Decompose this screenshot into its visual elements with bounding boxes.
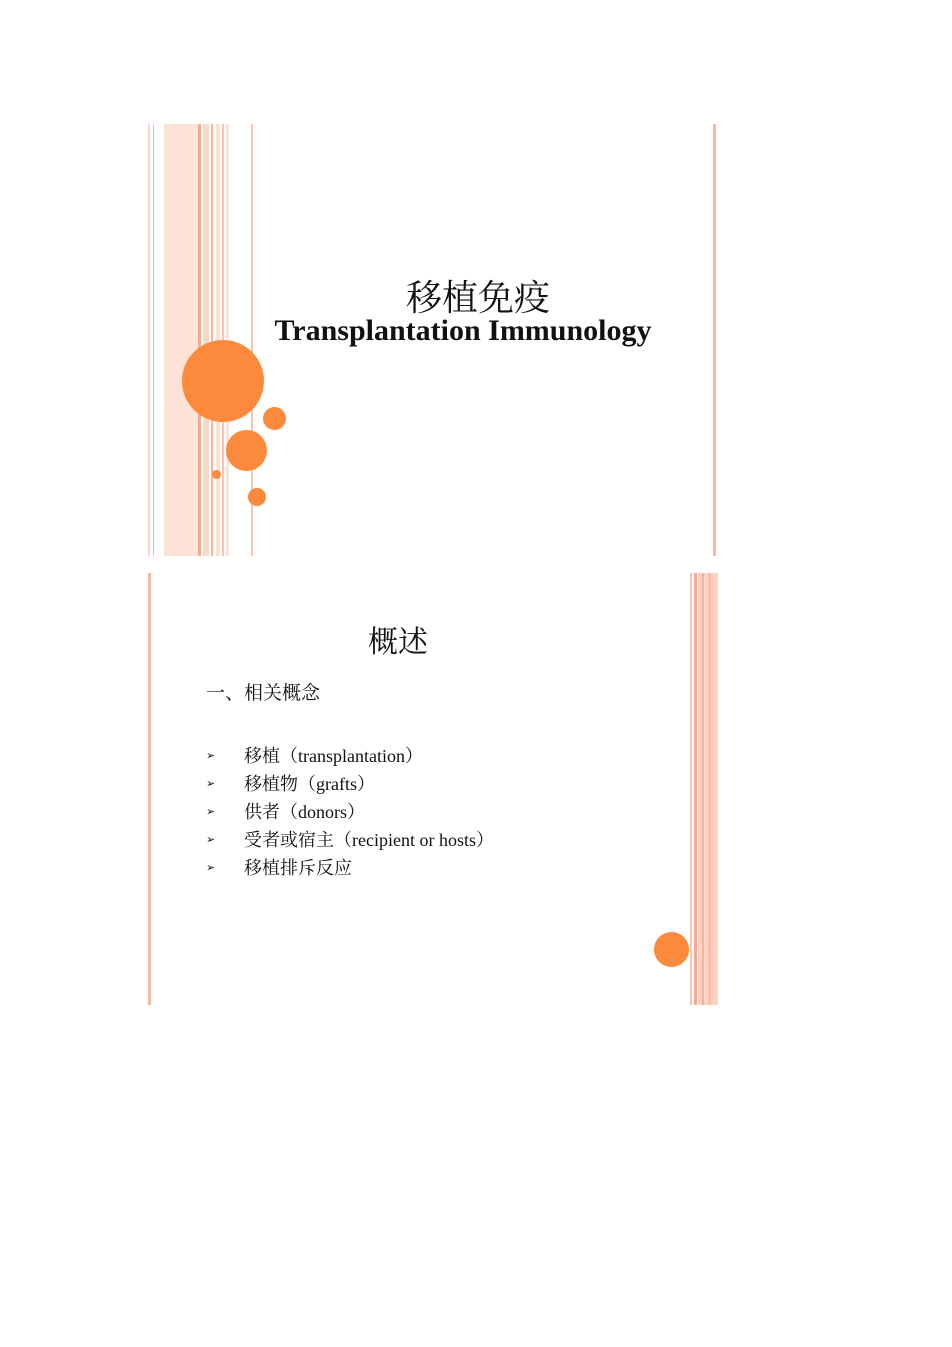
list-item (206, 825, 494, 853)
section-heading: 一、相关概念 (206, 682, 321, 704)
circle-decoration (263, 407, 286, 430)
arrowhead-icon: ➢ (206, 749, 216, 762)
circle-decoration (248, 488, 266, 506)
arrowhead-icon: ➢ (206, 861, 216, 874)
list-item-text: 移植（transplantation） (244, 746, 423, 766)
stripe-decoration (148, 124, 150, 556)
slide-title-english: Transplantation Immunology (274, 314, 652, 347)
arrowhead-icon: ➢ (206, 833, 216, 846)
list-item (206, 769, 494, 797)
list-item (206, 741, 494, 769)
stripe-decoration (211, 124, 213, 556)
stripe-decoration (148, 573, 151, 1005)
concept-list (206, 741, 494, 881)
circle-decoration (212, 470, 221, 479)
circle-decoration (654, 932, 689, 967)
slide-2 (148, 573, 718, 1005)
stripe-decoration (203, 124, 209, 556)
stripe-decoration (708, 573, 711, 1005)
list-item (206, 797, 494, 825)
list-item-text: 受者或宿主（recipient or hosts） (244, 830, 494, 850)
list-item-text: 移植排斥反应 (244, 858, 352, 878)
arrowhead-icon: ➢ (206, 777, 216, 790)
list-item (206, 853, 494, 881)
list-item-text: 供者（donors） (244, 802, 365, 822)
slide-1 (148, 124, 718, 556)
arrowhead-icon: ➢ (206, 805, 216, 818)
circle-decoration (182, 340, 264, 422)
stripe-decoration (198, 124, 201, 556)
stripe-decoration (694, 573, 697, 1005)
slide-title-chinese: 移植免疫 (405, 278, 550, 319)
stripe-decoration (702, 573, 704, 1005)
slide-title: 概述 (368, 625, 428, 660)
stripe-decoration (153, 124, 154, 556)
stripe-decoration (713, 124, 716, 556)
circle-decoration (226, 430, 267, 471)
stripe-decoration (164, 124, 198, 556)
list-item-text: 移植物（grafts） (244, 774, 375, 794)
stripe-decoration (690, 573, 692, 1005)
